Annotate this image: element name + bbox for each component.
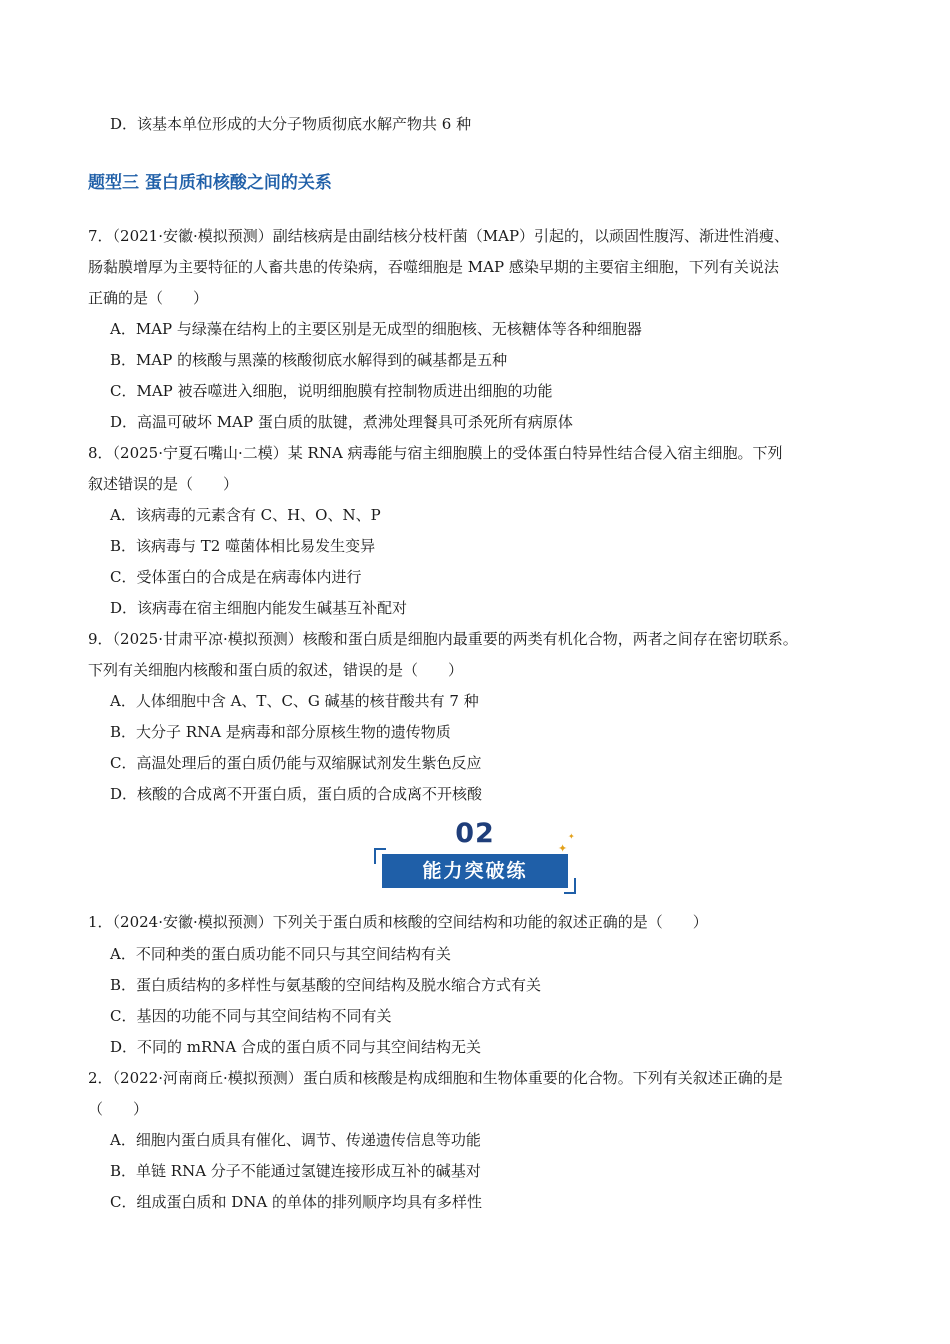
question-7-option-c: C．MAP 被吞噬进入细胞，说明细胞膜有控制物质进出细胞的功能 [110,382,553,400]
badge-corner-decoration [564,878,576,894]
question-9-option-c: C．高温处理后的蛋白质仍能与双缩脲试剂发生紫色反应 [110,754,482,772]
sparkle-icon: ✦ [558,842,568,855]
badge-number: 02 [455,818,495,849]
question-9-stem-cont: 下列有关细胞内核酸和蛋白质的叙述，错误的是（ ） [88,661,464,679]
badge-title: 能力突破练 [382,854,568,888]
section-badge [370,818,580,896]
question-8-stem-cont: 叙述错误的是（ ） [88,475,239,493]
question-2-stem-cont: （ ） [88,1100,149,1118]
question-8-option-d: D．该病毒在宿主细胞内能发生碱基互补配对 [110,599,408,617]
question-2-option-b: B．单链 RNA 分子不能通过氢键连接形成互补的碱基对 [110,1162,481,1180]
question-1-stem: 1．（2024·安徽·模拟预测）下列关于蛋白质和核酸的空间结构和功能的叙述正确的是（ ） [88,913,708,931]
question-7-stem-cont: 正确的是（ ） [88,289,209,307]
question-9-stem: 9．（2025·甘肃平凉·模拟预测）核酸和蛋白质是细胞内最重要的两类有机化合物，两者之间存在密切联系。 [88,630,798,648]
question-7-stem: 7．（2021·安徽·模拟预测）副结核病是由副结核分枝杆菌（MAP）引起的，以顽固性腹泻、渐进性消瘦、 [88,227,790,245]
section-heading: 题型三 蛋白质和核酸之间的关系 [88,173,332,193]
question-8-stem: 8．（2025·宁夏石嘴山·二模）某 RNA 病毒能与宿主细胞膜上的受体蛋白特异性结合侵入宿主细胞。下列 [88,444,783,462]
question-1-option-a: A．不同种类的蛋白质功能不同只与其空间结构有关 [110,945,451,963]
question-1-option-d: D．不同的 mRNA 合成的蛋白质不同与其空间结构无关 [110,1038,482,1056]
question-2-stem: 2．（2022·河南商丘·模拟预测）蛋白质和核酸是构成细胞和生物体重要的化合物。下列有关叙述正确的是 [88,1069,783,1087]
question-7-stem-cont: 肠黏膜增厚为主要特征的人畜共患的传染病，吞噬细胞是 MAP 感染早期的主要宿主细胞，下列有关说法 [88,258,779,276]
question-7-option-a: A．MAP 与绿藻在结构上的主要区别是无成型的细胞核、无核糖体等各种细胞器 [110,320,642,338]
question-9-option-a: A．人体细胞中含 A、T、C、G 碱基的核苷酸共有 7 种 [110,692,479,710]
question-1-option-b: B．蛋白质结构的多样性与氨基酸的空间结构及脱水缩合方式有关 [110,976,542,994]
question-9-option-b: B．大分子 RNA 是病毒和部分原核生物的遗传物质 [110,723,451,741]
question-9-option-d: D．核酸的合成离不开蛋白质，蛋白质的合成离不开核酸 [110,785,483,803]
question-1-option-c: C．基因的功能不同与其空间结构不同有关 [110,1007,392,1025]
question-2-option-a: A．细胞内蛋白质具有催化、调节、传递遗传信息等功能 [110,1131,481,1149]
question-7-option-b: B．MAP 的核酸与黑藻的核酸彻底水解得到的碱基都是五种 [110,351,508,369]
question-2-option-c: C．组成蛋白质和 DNA 的单体的排列顺序均具有多样性 [110,1193,482,1211]
question-8-option-c: C．受体蛋白的合成是在病毒体内进行 [110,568,362,586]
question-7-option-d: D．高温可破坏 MAP 蛋白质的肽键，煮沸处理餐具可杀死所有病原体 [110,413,573,431]
question-8-option-b: B．该病毒与 T2 噬菌体相比易发生变异 [110,537,376,555]
sparkle-icon: ✦ [568,832,575,841]
question-8-option-a: A．该病毒的元素含有 C、H、O、N、P [110,506,381,524]
option-d-prev: D．该基本单位形成的大分子物质彻底水解产物共 6 种 [110,115,472,133]
